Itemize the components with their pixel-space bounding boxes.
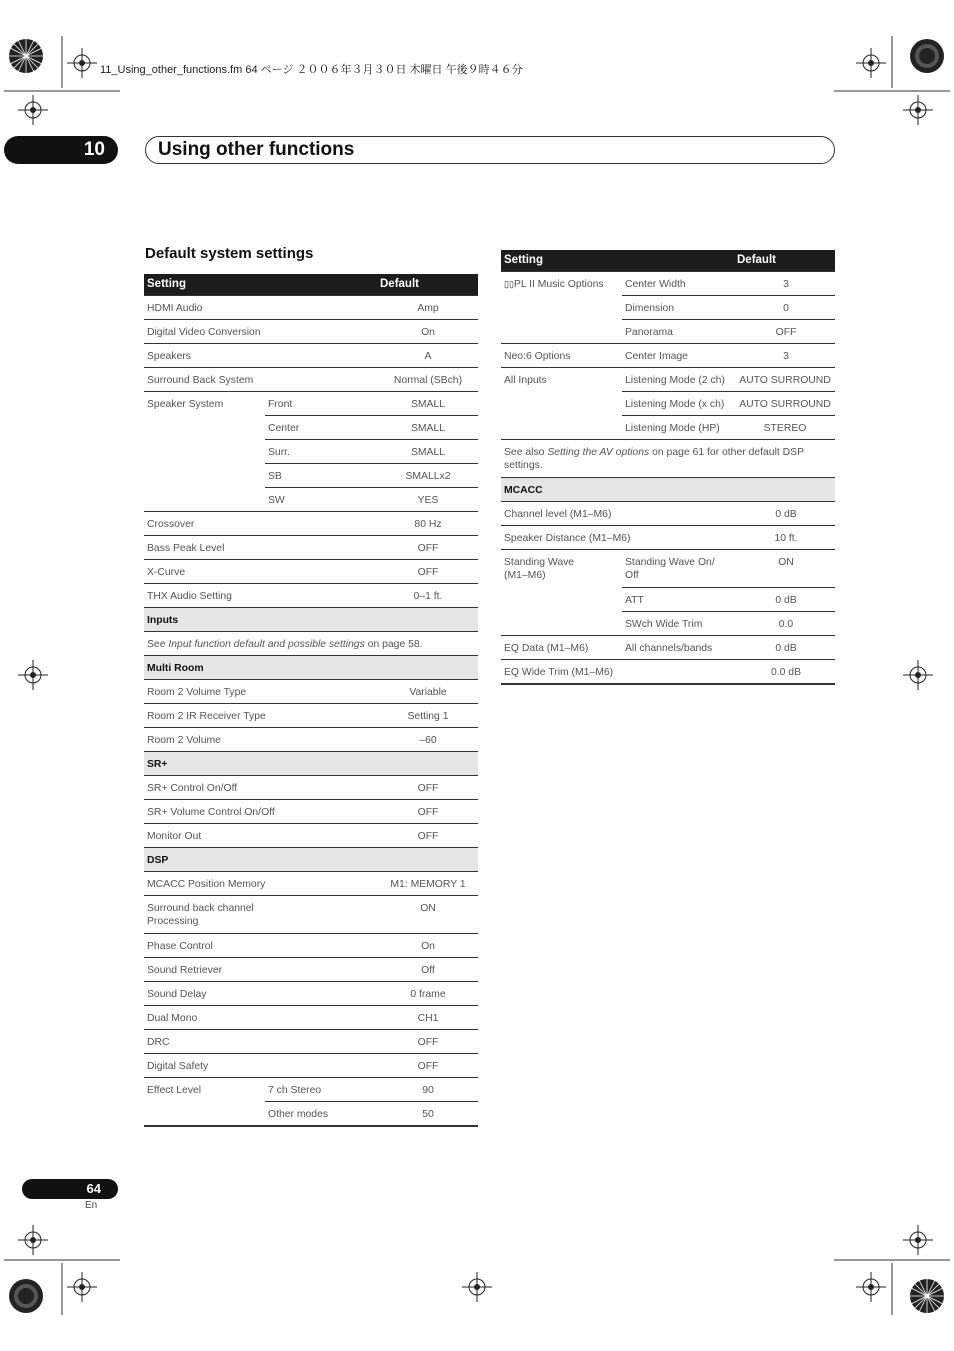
starburst-target-icon (909, 38, 945, 74)
registration-mark-icon (18, 660, 48, 690)
registration-mark-icon (18, 1225, 48, 1255)
default-value: On (421, 941, 435, 952)
setting-label: Surround Back System (147, 375, 254, 386)
default-value: 90 (422, 1085, 434, 1096)
section-label: Inputs (147, 615, 179, 626)
default-value: OFF (417, 1037, 439, 1048)
sub-setting-label: SWch Wide Trim (625, 619, 703, 630)
registration-mark-icon (67, 48, 97, 78)
sub-setting-label: 7 ch Stereo (268, 1085, 322, 1096)
sub-setting-label: Center (268, 423, 300, 434)
default-value: 0 frame (410, 989, 446, 1000)
default-value: SMALL (410, 423, 446, 434)
setting-label: Bass Peak Level (147, 543, 225, 554)
default-value: 0.0 dB (770, 667, 802, 678)
registration-mark-icon (903, 660, 933, 690)
setting-label: Speakers (147, 351, 191, 362)
language-label: En (85, 1200, 98, 1211)
setting-label: Speaker System (147, 399, 224, 410)
registration-mark-icon (856, 48, 886, 78)
dolby-logo-icon: ▯▯ (504, 279, 514, 289)
setting-label: Room 2 Volume Type (147, 687, 247, 698)
default-value: 3 (783, 279, 789, 290)
default-value: CH1 (417, 1013, 439, 1024)
default-value: Variable (409, 687, 447, 698)
default-value: OFF (417, 567, 439, 578)
default-value: OFF (417, 783, 439, 794)
setting-label: Monitor Out (147, 831, 202, 842)
sub-setting-label: Listening Mode (x ch) (625, 399, 725, 410)
setting-label: Neo:6 Options (504, 351, 571, 362)
setting-label: Dual Mono (147, 1013, 198, 1024)
setting-label: Room 2 Volume (147, 735, 221, 746)
default-value: OFF (417, 543, 439, 554)
default-value: SMALLx2 (405, 471, 451, 482)
registration-mark-icon (462, 1272, 492, 1302)
sub-setting-label: Listening Mode (HP) (625, 423, 720, 434)
header-default: Default (737, 254, 776, 266)
starburst-target-icon (8, 38, 44, 74)
sub-setting-label: Dimension (625, 303, 675, 314)
default-value: OFF (417, 807, 439, 818)
page-number: 64 (22, 1179, 118, 1199)
sub-setting-label: Center Width (625, 279, 686, 290)
setting-label: ▯▯PL II Music Options (504, 279, 604, 290)
registration-mark-icon (856, 1272, 886, 1302)
setting-label: Surround back channel Processing (147, 903, 254, 927)
sub-setting-label: All channels/bands (625, 643, 713, 654)
sub-setting-label: ATT (625, 595, 644, 606)
inputs-note: See Input function default and possible settings on page 58. (147, 639, 423, 650)
sub-setting-label: Standing Wave On/ Off (625, 557, 715, 581)
default-value: –60 (419, 735, 437, 746)
default-value: YES (417, 495, 439, 506)
default-value: ON (778, 557, 794, 568)
header-default: Default (380, 278, 419, 290)
sub-setting-label: SB (268, 471, 282, 482)
registration-mark-icon (18, 95, 48, 125)
starburst-target-icon (909, 1278, 945, 1314)
default-value: 50 (422, 1109, 434, 1120)
section-label: MCACC (504, 485, 543, 496)
default-value: 10 ft. (774, 533, 798, 544)
setting-label: X-Curve (147, 567, 186, 578)
default-value: OFF (417, 1061, 439, 1072)
default-value: OFF (417, 831, 439, 842)
default-value: 0.0 (778, 619, 794, 630)
setting-label: MCACC Position Memory (147, 879, 266, 890)
setting-label: Channel level (M1–M6) (504, 509, 612, 520)
setting-label: EQ Data (M1–M6) (504, 643, 589, 654)
print-header: 11_Using_other_functions.fm 64 ページ ２００６年３月３０日 木曜日 午後９時４６分 (100, 64, 523, 76)
setting-label: Effect Level (147, 1085, 202, 1096)
setting-label: EQ Wide Trim (M1–M6) (504, 667, 614, 678)
default-value: Off (421, 965, 435, 976)
sub-setting-label: Panorama (625, 327, 673, 338)
sub-setting-label: Other modes (268, 1109, 329, 1120)
registration-mark-icon (903, 95, 933, 125)
default-value: On (421, 327, 435, 338)
default-value: OFF (775, 327, 797, 338)
default-value: 80 Hz (414, 519, 442, 530)
registration-mark-icon (903, 1225, 933, 1255)
setting-label: Sound Retriever (147, 965, 223, 976)
setting-label: Crossover (147, 519, 195, 530)
setting-label: Sound Delay (147, 989, 207, 1000)
section-label: SR+ (147, 759, 168, 770)
default-value: 0 (783, 303, 789, 314)
sub-setting-label: Surr. (268, 447, 290, 458)
chapter-title: Using other functions (145, 136, 835, 164)
sub-setting-label: Front (268, 399, 293, 410)
default-value: 0 dB (775, 643, 797, 654)
starburst-target-icon (8, 1278, 44, 1314)
registration-mark-icon (67, 1272, 97, 1302)
sub-setting-label: SW (268, 495, 285, 506)
default-value: 0–1 ft. (413, 591, 443, 602)
header-setting: Setting (147, 278, 186, 290)
default-value: AUTO SURROUND (739, 375, 831, 386)
setting-label: Speaker Distance (M1–M6) (504, 533, 631, 544)
sub-setting-label: Listening Mode (2 ch) (625, 375, 725, 386)
section-title: Default system settings (145, 245, 314, 262)
sub-setting-label: Center Image (625, 351, 688, 362)
default-value: A (424, 351, 432, 362)
default-value: SMALL (410, 399, 446, 410)
header-setting: Setting (504, 254, 543, 266)
section-label: Multi Room (147, 663, 204, 674)
chapter-number: 10 (4, 136, 118, 164)
setting-label: SR+ Control On/Off (147, 783, 238, 794)
default-value: M1: MEMORY 1 (390, 879, 466, 890)
section-label: DSP (147, 855, 169, 866)
default-value: Amp (417, 303, 439, 314)
setting-label: HDMI Audio (147, 303, 203, 314)
setting-label: Standing Wave (M1–M6) (504, 557, 575, 581)
dsp-note: See also Setting the AV options on page 61 for other default DSP settings. (504, 447, 804, 471)
default-value: SMALL (410, 447, 446, 458)
setting-label: Digital Safety (147, 1061, 209, 1072)
default-value: AUTO SURROUND (739, 399, 831, 410)
setting-label: DRC (147, 1037, 170, 1048)
default-value: Normal (SBch) (393, 375, 463, 386)
setting-label: Phase Control (147, 941, 213, 952)
default-value: 0 dB (775, 595, 797, 606)
default-value: ON (420, 903, 436, 914)
default-value: Setting 1 (407, 711, 449, 722)
setting-label: SR+ Volume Control On/Off (147, 807, 275, 818)
setting-label: Room 2 IR Receiver Type (147, 711, 266, 722)
default-value: 3 (783, 351, 789, 362)
setting-label: THX Audio Setting (147, 591, 232, 602)
default-value: STEREO (763, 423, 807, 434)
setting-label: Digital Video Conversion (147, 327, 261, 338)
setting-label: All Inputs (504, 375, 547, 386)
default-value: 0 dB (775, 509, 797, 520)
